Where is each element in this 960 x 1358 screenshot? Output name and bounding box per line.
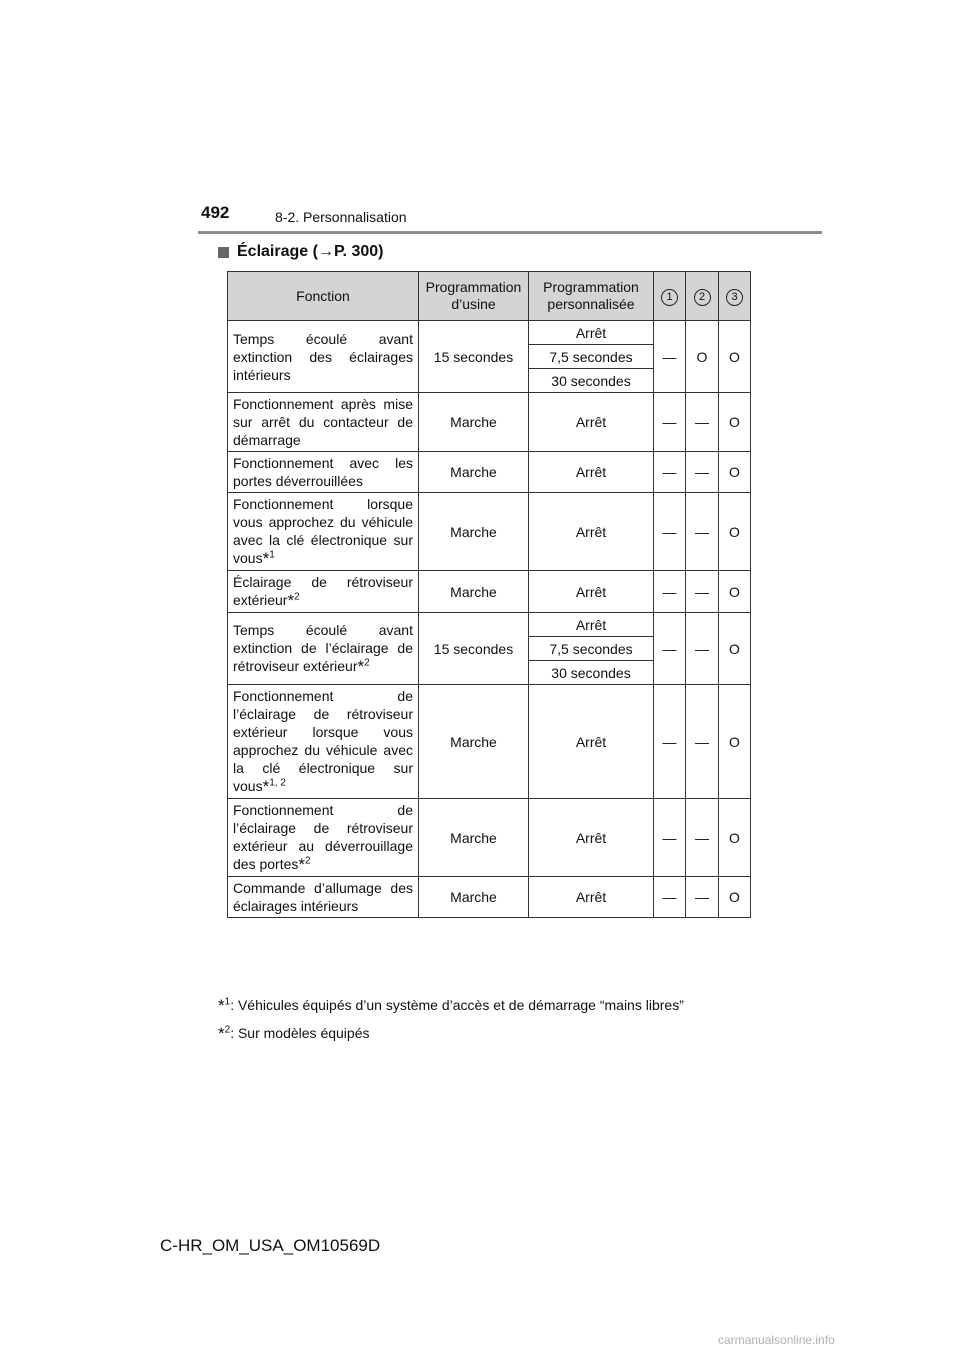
- footnote-mark: 1: [224, 996, 231, 1008]
- function-text: Fonctionnement après mise sur arrêt du contacteur de démarrage: [233, 396, 413, 448]
- method-3-cell: O: [719, 393, 751, 452]
- factory-setting-cell: 15 secondes: [419, 321, 529, 393]
- footnote-mark: 2: [224, 1024, 231, 1036]
- table-row: [228, 613, 751, 637]
- table-row: [228, 799, 751, 877]
- factory-setting-cell: Marche: [419, 452, 529, 493]
- function-text: Fonctionnement de l’éclairage de rétroviseur extérieur lorsque vous approchez du véhicule avec la clé électronique sur vous: [233, 688, 413, 794]
- table-row: [228, 393, 751, 452]
- asterisk-icon: *: [357, 657, 365, 676]
- header-method-2: [686, 272, 719, 321]
- square-bullet-icon: [218, 247, 229, 258]
- table-row: [228, 493, 751, 571]
- function-cell: [228, 571, 419, 613]
- method-3-cell: O: [719, 452, 751, 493]
- custom-setting-cell: 30 secondes: [529, 369, 654, 393]
- function-cell: [228, 452, 419, 493]
- function-text: Fonctionnement lorsque vous approchez du véhicule avec la clé électronique sur vous: [233, 496, 413, 566]
- method-2-cell: O: [686, 321, 719, 393]
- factory-setting-cell: Marche: [419, 877, 529, 918]
- table-row: [228, 321, 751, 345]
- function-cell: [228, 393, 419, 452]
- asterisk-icon: *: [218, 1024, 225, 1043]
- table-row: [228, 452, 751, 493]
- method-2-cell: —: [686, 799, 719, 877]
- custom-setting-cell: 7,5 secondes: [529, 637, 654, 661]
- custom-setting-cell: 30 secondes: [529, 661, 654, 685]
- lighting-settings-table: [227, 271, 751, 918]
- table-body: [228, 321, 751, 918]
- asterisk-icon: *: [218, 996, 225, 1015]
- factory-setting-cell: Marche: [419, 799, 529, 877]
- method-1-cell: —: [654, 493, 686, 571]
- footnote-text: : Véhicules équipés d’un système d’accès et de démarrage “mains libres”: [230, 997, 684, 1013]
- section-heading: [218, 243, 383, 261]
- function-cell: [228, 685, 419, 799]
- page-number: 492: [201, 203, 230, 222]
- function-text: Temps écoulé avant extinction de l’éclairage de rétroviseur extérieur: [233, 622, 413, 674]
- method-3-cell: O: [719, 685, 751, 799]
- factory-setting-cell: Marche: [419, 493, 529, 571]
- function-cell: [228, 877, 419, 918]
- header-method-3: [719, 272, 751, 321]
- custom-setting-cell: Arrêt: [529, 613, 654, 637]
- table-row: [228, 571, 751, 613]
- method-3-cell: O: [719, 493, 751, 571]
- method-3-cell: O: [719, 613, 751, 685]
- watermark: carmanualsonline.info: [718, 1333, 835, 1347]
- factory-setting-cell: 15 secondes: [419, 613, 529, 685]
- function-text: Fonctionnement avec les portes déverrouillées: [233, 455, 413, 489]
- function-text: Fonctionnement de l’éclairage de rétroviseur extérieur au déverrouillage des portes: [233, 802, 413, 872]
- custom-setting-cell: Arrêt: [529, 393, 654, 452]
- header-method-1: [654, 272, 686, 321]
- document-code: C-HR_OM_USA_OM10569D: [160, 1236, 381, 1255]
- method-2-cell: —: [686, 493, 719, 571]
- method-3-cell: O: [719, 799, 751, 877]
- circled-number-2-icon: 2: [694, 289, 711, 306]
- table-row: [228, 877, 751, 918]
- function-cell: [228, 613, 419, 685]
- header-custom-setting: Programmation personnalisée: [529, 272, 654, 321]
- heading-text: Éclairage (: [237, 243, 318, 260]
- method-2-cell: —: [686, 613, 719, 685]
- factory-setting-cell: Marche: [419, 393, 529, 452]
- table-row: [228, 685, 751, 799]
- method-2-cell: —: [686, 393, 719, 452]
- method-1-cell: —: [654, 877, 686, 918]
- footnote-ref: 2: [305, 855, 311, 867]
- footnote-ref: 2: [364, 657, 370, 669]
- footnote-text: : Sur modèles équipés: [230, 1025, 370, 1041]
- custom-setting-cell: Arrêt: [529, 571, 654, 613]
- custom-setting-cell: Arrêt: [529, 685, 654, 799]
- method-1-cell: —: [654, 321, 686, 393]
- footnote-ref: 1, 2: [269, 777, 286, 789]
- method-3-cell: O: [719, 877, 751, 918]
- method-1-cell: —: [654, 452, 686, 493]
- custom-setting-cell: Arrêt: [529, 799, 654, 877]
- method-1-cell: —: [654, 571, 686, 613]
- footnote-1: [218, 996, 684, 1016]
- factory-setting-cell: Marche: [419, 685, 529, 799]
- function-text: Éclairage de rétroviseur extérieur: [233, 574, 413, 608]
- header-divider: [198, 231, 822, 234]
- footnote-2: [218, 1024, 370, 1044]
- header-function: Fonction: [228, 272, 419, 321]
- factory-setting-cell: Marche: [419, 571, 529, 613]
- function-cell: [228, 321, 419, 393]
- method-3-cell: O: [719, 321, 751, 393]
- function-cell: [228, 799, 419, 877]
- custom-setting-cell: Arrêt: [529, 452, 654, 493]
- function-cell: [228, 493, 419, 571]
- asterisk-icon: *: [298, 855, 305, 874]
- method-1-cell: —: [654, 685, 686, 799]
- method-2-cell: —: [686, 571, 719, 613]
- circled-number-1-icon: 1: [661, 289, 678, 306]
- custom-setting-cell: Arrêt: [529, 493, 654, 571]
- method-2-cell: —: [686, 452, 719, 493]
- arrow-icon: →: [317, 243, 334, 260]
- method-1-cell: —: [654, 393, 686, 452]
- table-header-row: [228, 272, 751, 321]
- method-3-cell: O: [719, 571, 751, 613]
- custom-setting-cell: Arrêt: [529, 877, 654, 918]
- circled-number-3-icon: 3: [726, 289, 743, 306]
- method-2-cell: —: [686, 685, 719, 799]
- header-factory-setting: Programmation d’usine: [419, 272, 529, 321]
- function-text: Temps écoulé avant extinction des éclairages intérieurs: [233, 330, 413, 383]
- section-title: 8-2. Personnalisation: [275, 209, 407, 225]
- heading-page-ref[interactable]: P. 300): [333, 243, 384, 260]
- footnote-ref: 2: [294, 591, 300, 603]
- custom-setting-cell: 7,5 secondes: [529, 345, 654, 369]
- function-text: Commande d’allumage des éclairages intérieurs: [233, 880, 413, 914]
- asterisk-icon: *: [262, 777, 270, 796]
- asterisk-icon: *: [287, 591, 295, 610]
- custom-setting-cell: Arrêt: [529, 321, 654, 345]
- method-1-cell: —: [654, 799, 686, 877]
- asterisk-icon: *: [262, 549, 270, 568]
- footnote-ref: 1: [269, 549, 275, 561]
- method-2-cell: —: [686, 877, 719, 918]
- method-1-cell: —: [654, 613, 686, 685]
